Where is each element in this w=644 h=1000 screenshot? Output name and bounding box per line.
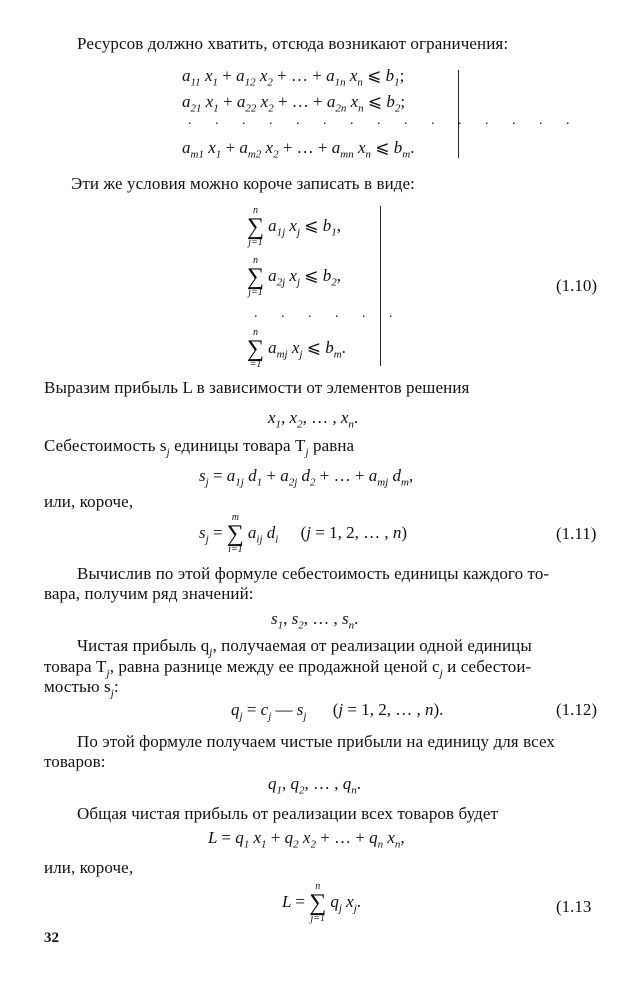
equation-number-1-13: (1.13 xyxy=(556,897,592,916)
paragraph-compute-line-1: Вычислив по этой формуле себестоимость единицы каждого то- xyxy=(77,564,550,583)
sum-row-1: n ∑ j=1 $a_{1j}$ $x_j$ ⩽ $b_1$, xyxy=(247,205,342,248)
cost-values: $s_1$, $s_2$, … , $s_n$. xyxy=(271,609,359,632)
right-brace-sums xyxy=(380,206,381,366)
right-brace xyxy=(458,70,459,158)
paragraph-total-profit: Общая чистая прибыль от реализации всех товаров будет xyxy=(77,804,499,823)
constraint-row-m: $a_{m1}$ $x_1 + a_{m2}$ $x_2$ + … + $a_{mn}$ $x_n$ ⩽ $b_m$. xyxy=(182,138,415,161)
equation-number-1-12: (1.12) xyxy=(556,700,598,719)
net-profit-formula: $q_j = c_j$ — $s_j$ (j = 1, 2, … , n). xyxy=(231,700,444,723)
cost-formula-sum: $s_j$ = m ∑ i=1 $a_{ij}$ $d_i$ (j = 1, 2, … , n) xyxy=(199,512,407,555)
net-profit-values: $q_1$, $q_2$, … , $q_n$. xyxy=(268,774,361,797)
total-profit-formula-sum: L = n ∑ j=1 $q_j$ $x_j$. xyxy=(282,881,362,924)
equation-number-1-10: (1.10) xyxy=(556,276,598,295)
paragraph-net-line-2: товара $T_j$, равна разнице между ее продажной ценой $c_j$ и себестои- xyxy=(44,657,532,680)
paragraph-compute-line-2: вара, получим ряд значений: xyxy=(44,584,254,603)
page-number: 32 xyxy=(44,930,59,946)
paragraph-or-shorter-1: или, короче, xyxy=(44,492,134,511)
paragraph-profit: Выразим прибыль L в зависимости от элементов решения xyxy=(44,378,470,397)
paragraph-or-shorter-2: или, короче, xyxy=(44,858,134,877)
paragraph-cost: Себестоимость $s_j$ единицы товара $T_j$ равна xyxy=(44,436,355,459)
paragraph-conditions: Эти же условия можно короче записать в виде: xyxy=(71,174,416,193)
paragraph-net-line-3: мостью $s_j$: xyxy=(44,677,119,700)
constraint-row-2: $a_{21}$ $x_1 + a_{22}$ $x_2$ + … + $a_{2n}$ $x_n$ ⩽ $b_2$; xyxy=(182,92,406,115)
paragraph-all-goods-line-2: товаров: xyxy=(44,752,106,771)
cost-formula: $s_j = a_{1j}$ $d_1 + a_{2j}$ $d_2$ + … + $a_{mj}$ $d_m$, xyxy=(199,466,414,489)
constraint-dots: . . . . . . . . . . . . . . . xyxy=(188,113,580,128)
total-profit-formula: $L = q_1$ $x_1 + q_2$ $x_2$ + … + $q_n$ $x_n$, xyxy=(208,828,405,851)
equation-number-1-11: (1.11) xyxy=(556,524,597,543)
decision-elements: $x_1$, $x_2$, … , $x_n$. xyxy=(268,408,359,431)
sum-row-2: n ∑ j=1 $a_{2j}$ $x_j$ ⩽ $b_2$, xyxy=(247,255,342,298)
sum-row-m: n ∑ =1 $a_{mj}$ $x_j$ ⩽ $b_m$. xyxy=(247,327,346,370)
paragraph-all-goods-line-1: По этой формуле получаем чистые прибыли на единицу для всех xyxy=(77,732,555,751)
paragraph-resources: Ресурсов должно хватить, отсюда возникают ограничения: xyxy=(77,34,509,53)
paragraph-net-line-1: Чистая прибыль $q_j$, получаемая от реализации одной единицы xyxy=(77,636,532,659)
sum-dots: . . . . . . xyxy=(254,306,403,321)
constraint-row-1: $a_{11}$ $x_1 + a_{12}$ $x_2$ + … + $a_{1n}$ $x_n$ ⩽ $b_1$; xyxy=(182,66,405,89)
